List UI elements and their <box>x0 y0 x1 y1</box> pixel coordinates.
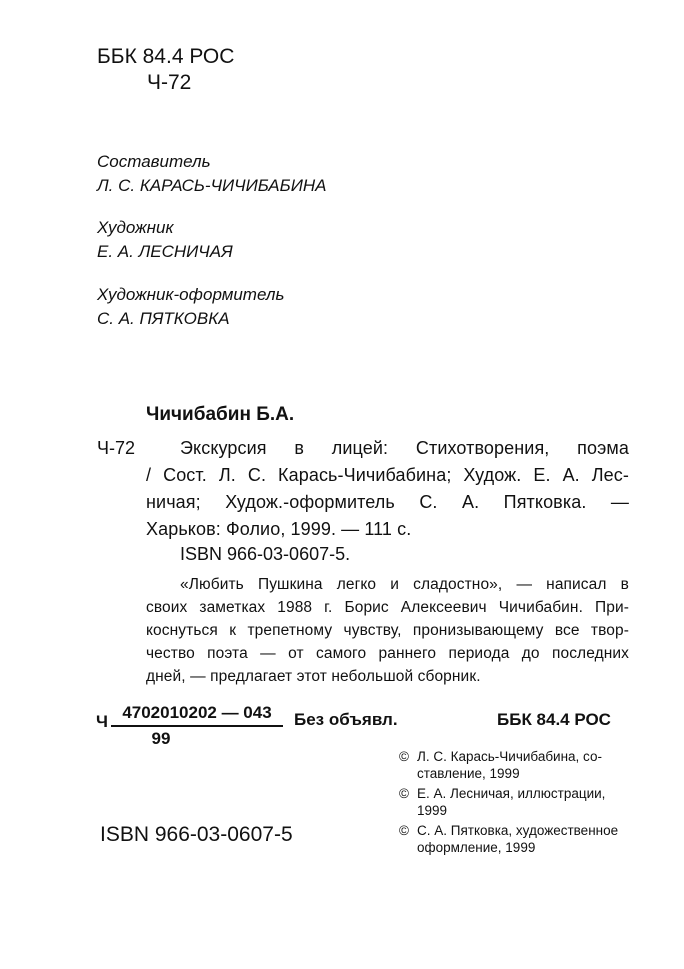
cipher-denominator: 99 <box>151 729 171 748</box>
credit-name: Е. А. ЛЕСНИЧАЯ <box>97 242 233 261</box>
copyright-block <box>399 748 618 859</box>
copyright-icon: © <box>399 786 409 801</box>
credit-illustrator <box>97 216 233 264</box>
cipher-fraction <box>111 703 283 749</box>
copyright-line: оформление, 1999 <box>417 840 536 855</box>
copyright-icon: © <box>399 823 409 838</box>
cipher-letter: Ч <box>96 712 108 731</box>
description-line: Харьков: Фолио, 1999. — 111 с. <box>146 519 412 539</box>
bbk-classification-bottom: ББК 84.4 РОС <box>497 710 611 729</box>
description-line: Экскурсия в лицей: Стихотворения, поэма <box>180 438 629 458</box>
copyright-icon: © <box>399 749 409 764</box>
catalog-annotation <box>146 573 629 688</box>
credit-role: Художник <box>97 218 174 237</box>
description-line: / Сост. Л. С. Карась-Чичибабина; Худож. Е. А. Лес- <box>146 465 629 485</box>
catalog-author: Чичибабин Б.А. <box>146 404 295 425</box>
copyright-line: 1999 <box>417 803 448 818</box>
credit-role: Составитель <box>97 152 211 171</box>
copyright-line: С. А. Пятковка, художественное <box>417 823 619 838</box>
annotation-line: чество поэта — от самого раннего периода до последних <box>146 645 629 662</box>
copyright-entry <box>399 748 618 782</box>
copyright-line: Л. С. Карась-Чичибабина, со- <box>417 749 602 764</box>
annotation-line: коснуться к трепетному чувству, пронизывающему все твор- <box>146 622 629 639</box>
credit-name: С. А. ПЯТКОВКА <box>97 309 230 328</box>
catalog-isbn: ISBN 966-03-0607-5. <box>180 544 351 564</box>
credit-name: Л. С. КАРАСЬ-ЧИЧИБАБИНА <box>97 176 327 195</box>
catalog-description <box>146 435 629 543</box>
cipher-numerator: 4702010202 — 043 <box>111 703 283 727</box>
no-announcement-note: Без объявл. <box>294 710 398 729</box>
copyright-line: ставление, 1999 <box>417 766 520 781</box>
credit-compiler <box>97 150 326 198</box>
annotation-line: «Любить Пушкина легко и сладостно», — написал в <box>180 576 629 593</box>
copyright-entry <box>399 822 618 856</box>
annotation-line: дней, — предлагает этот небольшой сборник. <box>146 668 481 685</box>
copyright-entry <box>399 785 618 819</box>
bbk-code: ББК 84.4 РОС <box>97 45 235 68</box>
isbn-bottom: ISBN 966-03-0607-5 <box>100 823 293 846</box>
copyright-line: Е. А. Лесничая, иллюстрации, <box>417 786 606 801</box>
bbk-classification-top <box>97 44 234 96</box>
credit-role: Художник-оформитель <box>97 285 285 304</box>
credit-designer <box>97 283 284 331</box>
author-mark: Ч-72 <box>147 71 192 94</box>
catalog-index: Ч-72 <box>97 438 136 458</box>
description-line: ничая; Худож.-оформитель С. А. Пятковка. — <box>146 492 629 512</box>
annotation-line: своих заметках 1988 г. Борис Алексеевич Чичибабин. При- <box>146 599 629 616</box>
